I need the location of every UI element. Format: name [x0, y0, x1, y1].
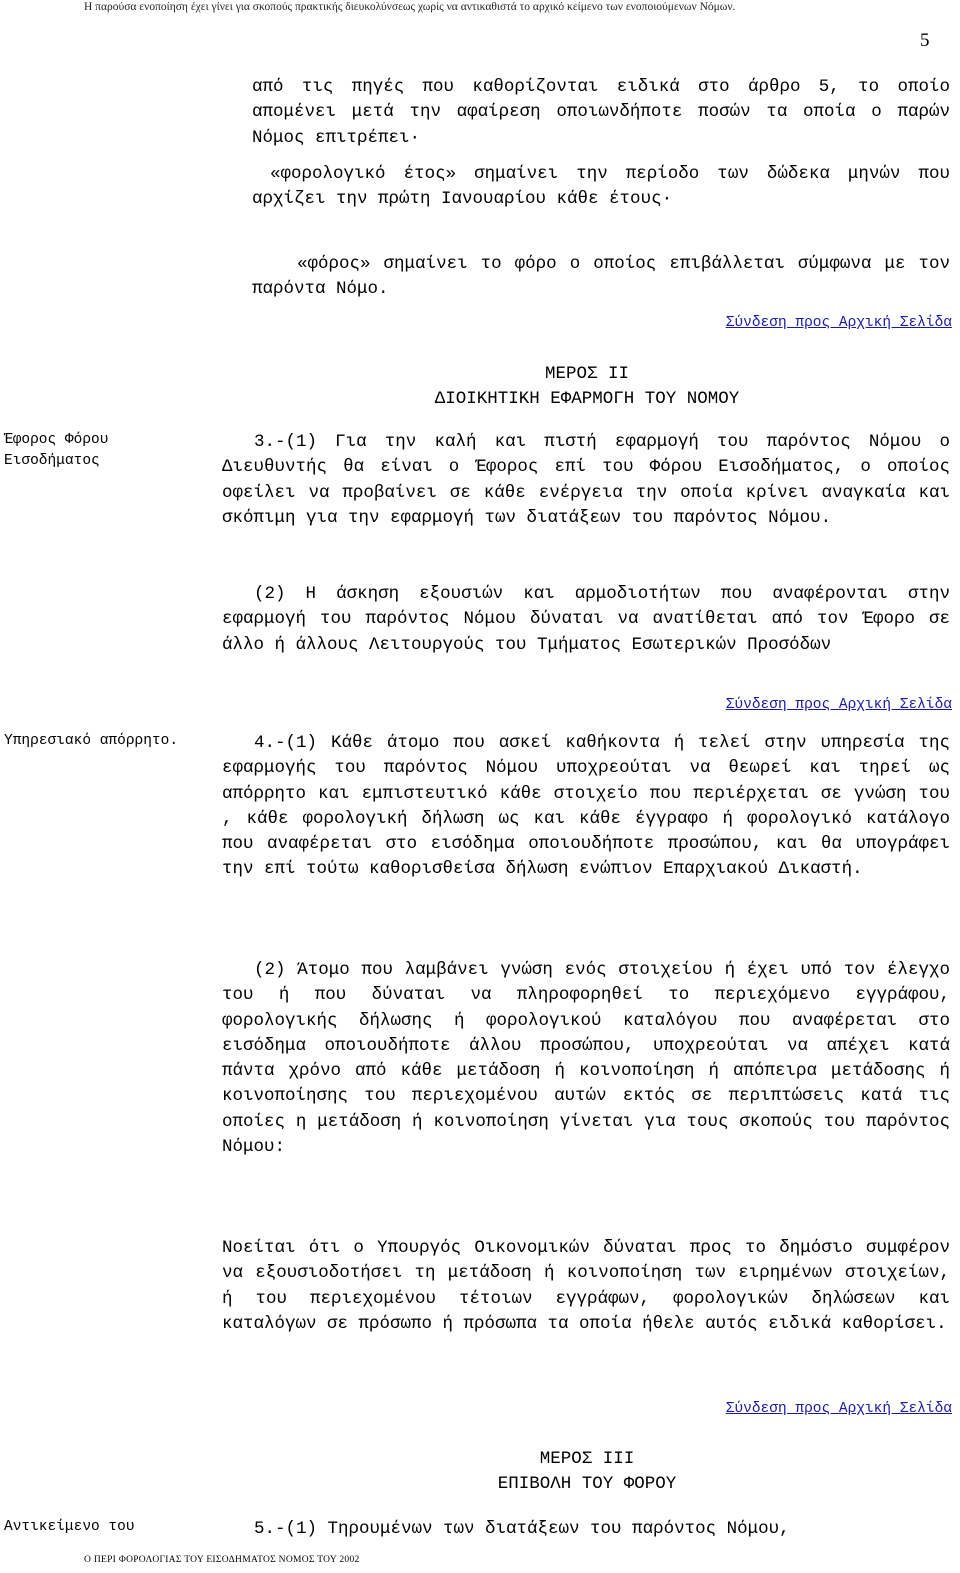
- section-4-paragraph-1: 4.-(1) Κάθε άτομο που ασκεί καθήκοντα ή τελεί στην υπηρεσία της εφαρμογής του παρόντος Νόμου υποχρεούται να θεωρεί και τηρεί ως απόρρητο και εμπιστευτικό κάθε στοιχείο που περιέρχεται σε γνώση του , κάθε φορολογική δήλωση ως και κάθε έγγραφο ή φορολογικό κατάλογο που αναφέρεται στο εισόδημα οποιουδήποτε προσώπου, και θα υπογράφει την επί τούτω καθορισθείσα δήλωση ενώπιον Επαρχιακού Δικαστή.: [222, 733, 950, 880]
- definition-continuation: από τις πηγές που καθορίζονται ειδικά στο άρθρο 5, το οποίο απομένει μετά την αφαίρεση οποιωνδήποτε ποσών τα οποία ο παρών Νόμος επιτρέπει·: [252, 77, 950, 148]
- home-link[interactable]: Σύνδεση προς Αρχική Σελίδα: [725, 315, 952, 331]
- margin-note-section-4: Υπηρεσιακό απόρρητο.: [4, 733, 179, 749]
- section-3-paragraph-2: (2) Η άσκηση εξουσιών και αρμοδιοτήτων που αναφέρονται στην εφαρμογή του παρόντος Νόμου δύναται να ανατίθεται από τον Έφορο σε άλλο ή άλλους Λειτουργούς του Τμήματος Εσωτερικών Προσόδων: [222, 584, 950, 655]
- home-link[interactable]: Σύνδεση προς Αρχική Σελίδα: [725, 1401, 952, 1417]
- margin-note-section-5: Αντικείμενο του: [4, 1519, 135, 1535]
- home-link[interactable]: Σύνδεση προς Αρχική Σελίδα: [725, 697, 952, 713]
- header-notice: Η παρούσα ενοποίηση έχει γίνει για σκοπούς πρακτικής διευκολύνσεως χωρίς να αντικαθιστά το αρχικό κείμενο των ενοποιούμενων Νόμων.: [84, 1, 736, 13]
- page-number: 5: [920, 30, 930, 51]
- part-2-subtitle: ΔΙΟΙΚΗΤΙΚΗ ΕΦΑΡΜΟΓΗ ΤΟΥ ΝΟΜΟΥ: [434, 389, 740, 409]
- definition-tax: «φόρος» σημαίνει το φόρο ο οποίος επιβάλλεται σύμφωνα με τον παρόντα Νόμο.: [252, 254, 950, 300]
- section-5-paragraph-1: 5.-(1) Τηρουμένων των διατάξεων του παρόντος Νόμου,: [254, 1519, 790, 1539]
- section-3-paragraph-1: 3.-(1) Για την καλή και πιστή εφαρμογή του παρόντος Νόμου ο Διευθυντής θα είναι ο Έφορος επί του Φόρου Εισοδήματος, ο οποίος οφείλει να προβαίνει σε κάθε ενέργεια την οποία κρίνει αναγκαία και σκόπιμη για την εφαρμογή των διατάξεων του παρόντος Νόμου.: [222, 432, 950, 528]
- margin-note-section-3: Έφορος Φόρου Εισοδήματος: [4, 432, 109, 469]
- part-3-subtitle: ΕΠΙΒΟΛΗ ΤΟΥ ΦΟΡΟΥ: [497, 1474, 677, 1494]
- section-4-proviso: Νοείται ότι ο Υπουργός Οικονομικών δύναται προς το δημόσιο συμφέρον να εξουσιοδοτήσει τη μετάδοση ή κοινοποίηση των ειρημένων στοιχείων, ή του περιεχομένου τέτοιων εγγράφων, φορολογικών δηλώσεων και καταλόγων σε πρόσωπο ή πρόσωπα τα οποία ήθελε αυτός ειδικά καθορίσει.: [222, 1238, 950, 1334]
- section-4-paragraph-2: (2) Άτομο που λαμβάνει γνώση ενός στοιχείου ή έχει υπό τον έλεγχο του ή που δύναται να πληροφορηθεί το περιεχόμενο εγγράφου, φορολογικής δήλωσης ή φορολογικού καταλόγου που αναφέρεται στο εισόδημα οποιουδήποτε άλλου προσώπου, υποχρεούται να απέχει κατά πάντα χρόνο από κάθε μετάδοση ή κοινοποίηση ή απόπειρα μετάδοσης ή κοινοποίησης του περιεχομένου αυτών εκτός σε περιπτώσεις κατά τις οποίες η μετάδοση ή κοινοποίηση γίνεται για τους σκοπούς του παρόντος Νόμου:: [222, 960, 950, 1158]
- part-2-title: ΜΕΡΟΣ ΙΙ: [544, 364, 629, 384]
- definition-tax-year: «φορολογικό έτος» σημαίνει την περίοδο των δώδεκα μηνών που αρχίζει την πρώτη Ιανουαρίου κάθε έτους·: [252, 164, 950, 210]
- part-3-title: ΜΕΡΟΣ ΙΙΙ: [539, 1449, 635, 1469]
- footer-title: Ο ΠΕΡΙ ΦΟΡΟΛΟΓΙΑΣ ΤΟΥ ΕΙΣΟΔΗΜΑΤΟΣ ΝΟΜΟΣ ΤΟΥ 2002: [84, 1555, 360, 1565]
